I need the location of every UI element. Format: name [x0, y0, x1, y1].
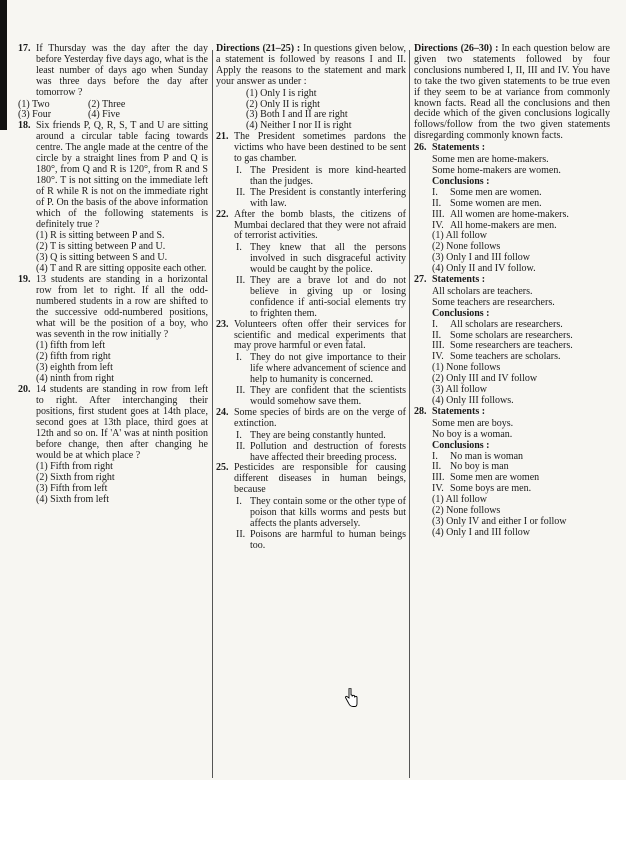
option: (1) All follow: [432, 230, 487, 242]
statement: All scholars are teachers.: [432, 285, 533, 297]
option: (1) Fifth from right: [36, 461, 113, 473]
reason-text: They are confident that the scientists would somehow save them.: [250, 385, 406, 407]
hand-cursor-icon: [344, 688, 358, 708]
option: (4) Sixth from left: [36, 494, 110, 506]
reason-text: Poisons are harmful to human beings too.: [250, 528, 406, 551]
question-17: 17. If Thursday was the day after the day before Yesterday five days ago, what is the least number of days ago when Sunday was three days before the day after tomorrow ? (1) Two (2) Three (3) Four (4) Five: [18, 43, 208, 121]
question-26: 26. Statements : Some men are home-makers. Some home-makers are women. Conclusions : I. Some men are women. II. Some women are men. III. All women are home-makers. IV. All home-makers are men. (1) All follow (2) None follows (3) Only I and III follow (4) Only II and IV follow.: [414, 143, 610, 275]
column-divider: [409, 50, 410, 778]
reason-text: They knew that all the persons involved in such disgraceful activity would be caught by the police.: [250, 242, 406, 276]
options: [18, 100, 208, 122]
options: [432, 231, 610, 275]
option: (3) Four: [18, 109, 52, 121]
question-18: 18. Six friends P, Q, R, S, T and U are sitting around a circular table facing towards centre. The angle made at the centre of the circle by a straight lines from P and Q is 180°, from Q and R is 120°, from R and S 180°. T is not sitting on the immediate left of R while R is not on the immediate right of P. On the basis of the above information which of the following statements is definitely true ? (1) R is sitting between P and S. (2) T is sitting between P and U. (3) Q is sitting between S and U. (4) T and R are sitting opposite each other.: [18, 120, 208, 275]
options: [432, 495, 610, 539]
question-19: 19. 13 students are standing in a horizontal row from let to right. If all the odd-numbered students in a row are shifted to the successive odd-numbered positions, what will be the position of a boy, who was seventh in the row initially ? (1) fifth from left (2) fifth from right (3) eighth from left (4) ninth from right: [18, 274, 208, 385]
question-text: Pesticides are responsible for causing different diseases in human beings, because: [234, 462, 406, 496]
question-22: 22. After the bomb blasts, the citizens of Mumbai declared that they were not afraid of terrorist activities. I. They knew that all the persons involved in such disgraceful activity would be caught by the police. II. They are a brave lot and do not believe in giving up or losing confidence if anti-social elements try to frighten them.: [216, 208, 406, 319]
option: (3) Fifth from left: [36, 483, 108, 495]
question-27: 27. Statements : All scholars are teachers. Some teachers are researchers. Conclusions : I. All scholars are researchers. II. Some scholars are researchers. III. Some researchers are teachers. IV. Some teachers are scholars. (1) None follows (2) Only III and IV follow (3) All follow (4) Only III follows.: [414, 275, 610, 407]
option: (2) None follows: [432, 241, 501, 253]
option: (4) Only II and IV follow.: [432, 263, 536, 275]
option: (2) fifth from right: [36, 351, 111, 363]
option: (4) Five: [88, 109, 120, 121]
column-1: [18, 44, 208, 506]
question-24: 24. Some species of birds are on the verge of extinction. I. They are being constantly hunted. II. Pollution and destruction of forests have affected their breeding process.: [216, 406, 406, 463]
column-divider: [212, 50, 213, 778]
reason-text: They contain some or the other type of poison that kills worms and pests but affects the plants adversely.: [250, 496, 406, 529]
option: (1) R is sitting between P and S.: [36, 230, 165, 242]
reason-text: The President is constantly interfering with law.: [250, 186, 406, 209]
option: (2) T is sitting between P and U.: [36, 241, 166, 253]
option: (3) All follow: [432, 384, 487, 396]
option: (4) Only III follows.: [432, 395, 514, 406]
option: (1) Only I is right: [246, 87, 317, 99]
reasons: I. They do not give importance to their life where advancement of science and help to humanity is concerned. II. They are confident that the scientists would somehow save them.: [236, 352, 406, 407]
reasons: I. They contain some or the other type of poison that kills worms and pests but affects the plants adversely. II. Poisons are harmful to human beings too.: [236, 496, 406, 551]
scan-edge: [0, 0, 7, 130]
reasons: I. The President is more kind-hearted than the judges. II. The President is constantly interfering with law.: [236, 164, 406, 209]
option: (4) Neither I nor II is right: [246, 120, 352, 132]
directions-21-25: Directions (21–25) : In questions given below, a statement is followed by reasons I and II. Apply the reasons to the statement and mark your answer as under :: [216, 43, 406, 87]
reason-text: The President is more kind-hearted than the judges.: [250, 164, 406, 187]
question-text: Volunteers often offer their services for scientific and medical experiments that may prove harmful or even fatal.: [234, 318, 406, 352]
option: (2) Three: [88, 98, 126, 110]
statement: Some home-makers are women.: [432, 164, 561, 176]
reason-text: They are a brave lot and do not believe in giving up or losing confidence if anti-social elements try to frighten them.: [250, 275, 406, 319]
option: (3) Only IV and either I or follow: [432, 515, 567, 527]
option: (1) Two: [18, 98, 50, 110]
reasons: I. They are being constantly hunted. II. Pollution and destruction of forests have affected their breeding process.: [236, 429, 406, 463]
statement: Some men are boys.: [432, 417, 514, 429]
question-25: 25. Pesticides are responsible for causing different diseases in human beings, because I. They contain some or the other type of poison that kills worms and pests but affects the plants adversely. II. Poisons are harmful to human beings too.: [216, 462, 406, 551]
question-text: 14 students are standing in row from left to right. After interchanging their positions, first student goes at 14th place, second goes at 13th place, third goes at 12th and so on. If 'A' was at ninth position before change, then after changing he would be at which place ?: [36, 384, 208, 461]
option: (2) Sixth from right: [36, 472, 115, 484]
reason-text: Pollution and destruction of forests have affected their breeding process.: [250, 440, 406, 463]
option: (1) All follow: [432, 494, 487, 506]
question-text: After the bomb blasts, the citizens of Mumbai declared that they were not afraid of terrorist activities.: [234, 208, 406, 242]
conclusions: I. No man is woman II. No boy is man III. Some men are women IV. Some boys are men.: [432, 450, 540, 495]
option: (1) fifth from left: [36, 340, 106, 352]
question-text: Six friends P, Q, R, S, T and U are sitting around a circular table facing towards centre. The angle made at the centre of the circle by a straight lines from P and Q is 180°, from Q and R is 120°, from R and S 180°. T is not sitting on the immediate left of R while R is not on the immediate right of P. On the basis of the above information which of the following statements is definitely true ?: [36, 120, 208, 230]
reasons: I. They knew that all the persons involved in such disgraceful activity would be caught by the police. II. They are a brave lot and do not believe in giving up or losing confidence if anti-social elements try to frighten them.: [236, 242, 406, 319]
statement: Some teachers are researchers.: [432, 296, 555, 308]
statement: No boy is a woman.: [432, 428, 513, 440]
option: (1) None follows: [432, 362, 501, 374]
column-3: [414, 44, 610, 539]
reason-text: They do not give importance to their life where advancement of science and help to humanity is concerned.: [250, 352, 406, 386]
reason-text: They are being constantly hunted.: [250, 429, 386, 441]
option: (3) Q is sitting between S and U.: [36, 252, 168, 264]
answer-key: [246, 89, 406, 133]
options: [36, 341, 208, 385]
options: [36, 231, 208, 275]
question-text: Some species of birds are on the verge of extinction.: [234, 406, 406, 429]
question-20: 20. 14 students are standing in row from left to right. After interchanging their positions, first student goes at 14th place, second goes at 13th place, third goes at 12th and so on. If 'A' was at ninth position before change, then after changing he would be at which place ? (1) Fifth from right (2) Sixth from right (3) Fifth from left (4) Sixth from left: [18, 384, 208, 506]
option: (3) Only I and III follow: [432, 252, 531, 264]
question-text: The President sometimes pardons the victims who have been destined to be sent to gas chamber.: [234, 131, 406, 165]
options: [432, 363, 610, 407]
column-2: [216, 44, 406, 552]
option: (4) T and R are sitting opposite each other.: [36, 263, 207, 275]
option: (2) Only II is right: [246, 98, 320, 110]
option: (3) eighth from left: [36, 362, 113, 374]
option: (2) None follows: [432, 505, 501, 517]
directions-26-30: Directions (26–30) : In each question below are given two statements followed by four conclusions numbered I, II, III and IV. You have to take the two given statements to be true even if they seem to be at variance from commonly known facts. Read all the conclusions and then decide which of the given conclusions logically follows/follow from the two given statements disregarding commonly known facts.: [414, 43, 610, 142]
option: (3) Both I and II are right: [246, 109, 348, 121]
conclusions: I. All scholars are researchers. II. Some scholars are researchers. III. Some researchers are teachers. IV. Some teachers are scholars.: [432, 318, 573, 363]
option: (4) Only I and III follow: [432, 526, 531, 538]
question-23: 23. Volunteers often offer their services for scientific and medical experiments that may prove harmful or even fatal. I. They do not give importance to their life where advancement of science and help to humanity is concerned. II. They are confident that the scientists would somehow save them.: [216, 318, 406, 407]
statement: Some men are home-makers.: [432, 154, 549, 166]
question-21: 21. The President sometimes pardons the victims who have been destined to be sent to gas chamber. I. The President is more kind-hearted than the judges. II. The President is constantly interfering with law.: [216, 131, 406, 209]
question-28: 28. Statements : Some men are boys. No boy is a woman. Conclusions : I. No man is woman II. No boy is man III. Some men are women IV. Some boys are men. (1) All follow (2) None follows (3) Only IV and either I or follow (4) Only I and III follow: [414, 407, 610, 539]
options: [36, 462, 208, 506]
conclusions: I. Some men are women. II. Some women are men. III. All women are home-makers. IV. All home-makers are men.: [432, 186, 569, 231]
option: (2) Only III and IV follow: [432, 373, 538, 385]
question-text: If Thursday was the day after the day before Yesterday five days ago, what is the least number of days ago when Sunday was three days before the day after tomorrow ?: [36, 43, 208, 98]
question-text: 13 students are standing in a horizontal row from let to right. If all the odd-numbered students in a row are shifted to the successive odd-numbered positions, what will be the position of a boy, who was seventh in the row initially ?: [36, 274, 208, 340]
option: (4) ninth from right: [36, 373, 115, 385]
